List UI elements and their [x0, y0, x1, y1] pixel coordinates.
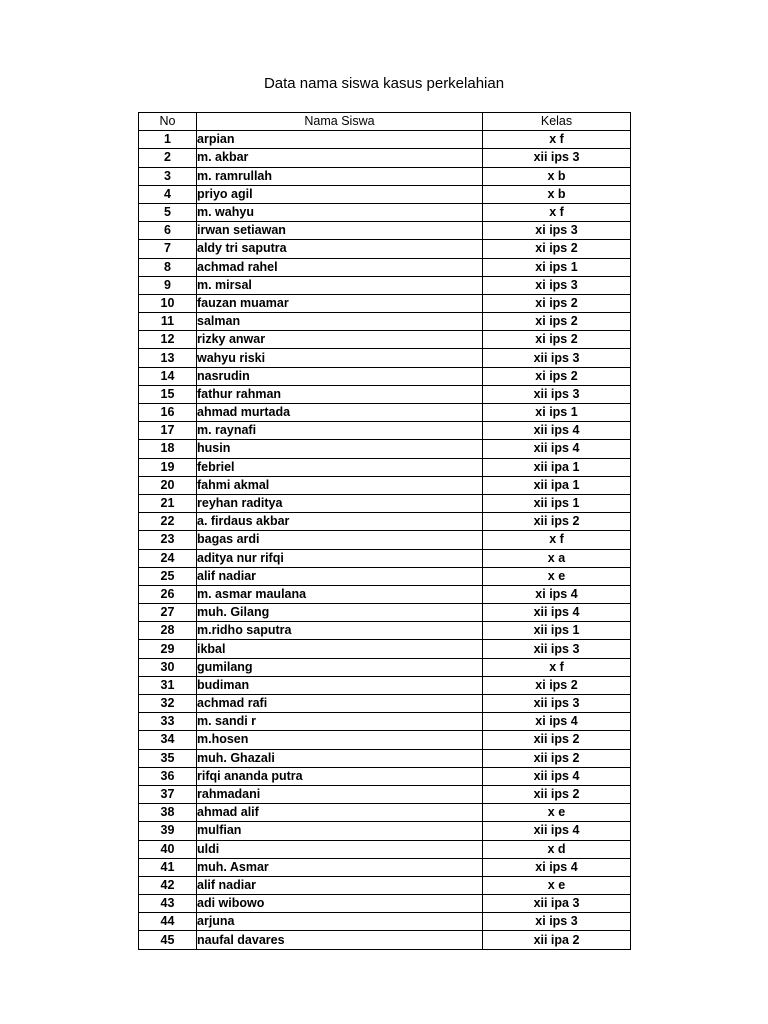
- class-cell: xi ips 3: [483, 222, 631, 240]
- row-number-cell: 7: [139, 240, 197, 258]
- row-number-cell: 12: [139, 331, 197, 349]
- class-cell: xi ips 2: [483, 294, 631, 312]
- class-cell: xii ipa 1: [483, 476, 631, 494]
- row-number-cell: 10: [139, 294, 197, 312]
- row-number-cell: 22: [139, 513, 197, 531]
- table-row: [139, 313, 631, 331]
- row-number-cell: 28: [139, 622, 197, 640]
- student-name-cell: husin: [197, 440, 483, 458]
- row-number-cell: 9: [139, 276, 197, 294]
- student-name-cell: febriel: [197, 458, 483, 476]
- row-number-cell: 44: [139, 913, 197, 931]
- class-cell: xii ips 2: [483, 513, 631, 531]
- student-name-cell: aditya nur rifqi: [197, 549, 483, 567]
- table-row: [139, 876, 631, 894]
- student-name-cell: salman: [197, 313, 483, 331]
- student-name-cell: wahyu riski: [197, 349, 483, 367]
- student-name-cell: nasrudin: [197, 367, 483, 385]
- row-number-cell: 36: [139, 767, 197, 785]
- student-name-cell: reyhan raditya: [197, 494, 483, 512]
- student-name-cell: alif nadiar: [197, 567, 483, 585]
- row-number-cell: 5: [139, 203, 197, 221]
- class-cell: xii ipa 2: [483, 931, 631, 949]
- row-number-cell: 35: [139, 749, 197, 767]
- table-row: [139, 367, 631, 385]
- table-row: [139, 858, 631, 876]
- class-cell: xi ips 4: [483, 585, 631, 603]
- table-row: [139, 658, 631, 676]
- class-cell: xi ips 3: [483, 913, 631, 931]
- row-number-cell: 17: [139, 422, 197, 440]
- student-name-cell: m. raynafi: [197, 422, 483, 440]
- table-row: [139, 931, 631, 949]
- class-cell: x f: [483, 658, 631, 676]
- student-name-cell: arpian: [197, 131, 483, 149]
- class-cell: xii ips 4: [483, 767, 631, 785]
- table-row: [139, 913, 631, 931]
- row-number-cell: 1: [139, 131, 197, 149]
- student-name-cell: m. mirsal: [197, 276, 483, 294]
- row-number-cell: 42: [139, 876, 197, 894]
- table-row: [139, 713, 631, 731]
- table-row: [139, 895, 631, 913]
- class-cell: xii ips 1: [483, 622, 631, 640]
- table-row: [139, 276, 631, 294]
- table-row: [139, 531, 631, 549]
- student-name-cell: m. sandi r: [197, 713, 483, 731]
- table-row: [139, 185, 631, 203]
- class-cell: xii ipa 1: [483, 458, 631, 476]
- row-number-cell: 25: [139, 567, 197, 585]
- row-number-cell: 43: [139, 895, 197, 913]
- table-header-row: [139, 113, 631, 131]
- table-row: [139, 785, 631, 803]
- row-number-cell: 33: [139, 713, 197, 731]
- class-cell: xi ips 2: [483, 313, 631, 331]
- row-number-cell: 18: [139, 440, 197, 458]
- table-row: [139, 494, 631, 512]
- table-row: [139, 385, 631, 403]
- table-row: [139, 731, 631, 749]
- row-number-cell: 14: [139, 367, 197, 385]
- row-number-cell: 34: [139, 731, 197, 749]
- table-row: [139, 604, 631, 622]
- row-number-cell: 11: [139, 313, 197, 331]
- student-name-cell: fathur rahman: [197, 385, 483, 403]
- student-name-cell: m. akbar: [197, 149, 483, 167]
- row-number-cell: 38: [139, 804, 197, 822]
- row-number-cell: 40: [139, 840, 197, 858]
- row-number-cell: 39: [139, 822, 197, 840]
- student-table: [138, 112, 631, 950]
- class-cell: xii ips 4: [483, 822, 631, 840]
- class-cell: xii ips 4: [483, 440, 631, 458]
- student-name-cell: mulfian: [197, 822, 483, 840]
- class-cell: xi ips 2: [483, 367, 631, 385]
- row-number-cell: 30: [139, 658, 197, 676]
- row-number-cell: 20: [139, 476, 197, 494]
- table-row: [139, 840, 631, 858]
- class-cell: xi ips 4: [483, 858, 631, 876]
- table-row: [139, 258, 631, 276]
- table-row: [139, 640, 631, 658]
- row-number-cell: 45: [139, 931, 197, 949]
- student-name-cell: bagas ardi: [197, 531, 483, 549]
- class-cell: xi ips 1: [483, 258, 631, 276]
- row-number-cell: 31: [139, 676, 197, 694]
- student-name-cell: muh. Ghazali: [197, 749, 483, 767]
- class-cell: x e: [483, 876, 631, 894]
- class-cell: xii ips 3: [483, 349, 631, 367]
- class-cell: x f: [483, 531, 631, 549]
- row-number-cell: 26: [139, 585, 197, 603]
- student-name-cell: ahmad alif: [197, 804, 483, 822]
- row-number-cell: 4: [139, 185, 197, 203]
- class-cell: x d: [483, 840, 631, 858]
- row-number-cell: 32: [139, 695, 197, 713]
- student-name-cell: alif nadiar: [197, 876, 483, 894]
- table-row: [139, 549, 631, 567]
- student-name-cell: adi wibowo: [197, 895, 483, 913]
- student-name-cell: a. firdaus akbar: [197, 513, 483, 531]
- row-number-cell: 8: [139, 258, 197, 276]
- class-cell: xi ips 2: [483, 676, 631, 694]
- class-cell: xi ips 2: [483, 240, 631, 258]
- student-name-cell: naufal davares: [197, 931, 483, 949]
- row-number-cell: 6: [139, 222, 197, 240]
- class-cell: xi ips 2: [483, 331, 631, 349]
- row-number-cell: 13: [139, 349, 197, 367]
- table-row: [139, 222, 631, 240]
- table-row: [139, 458, 631, 476]
- table-row: [139, 585, 631, 603]
- row-number-cell: 21: [139, 494, 197, 512]
- row-number-cell: 15: [139, 385, 197, 403]
- table-row: [139, 513, 631, 531]
- class-cell: xii ips 4: [483, 422, 631, 440]
- student-name-cell: rizky anwar: [197, 331, 483, 349]
- class-cell: x f: [483, 131, 631, 149]
- student-name-cell: budiman: [197, 676, 483, 694]
- table-row: [139, 294, 631, 312]
- class-cell: xii ips 2: [483, 731, 631, 749]
- table-row: [139, 331, 631, 349]
- table-row: [139, 149, 631, 167]
- class-cell: xii ips 3: [483, 149, 631, 167]
- class-cell: xi ips 4: [483, 713, 631, 731]
- row-number-cell: 19: [139, 458, 197, 476]
- student-name-cell: fauzan muamar: [197, 294, 483, 312]
- row-number-cell: 27: [139, 604, 197, 622]
- student-name-cell: uldi: [197, 840, 483, 858]
- class-cell: x e: [483, 804, 631, 822]
- class-cell: xii ips 1: [483, 494, 631, 512]
- student-name-cell: achmad rafi: [197, 695, 483, 713]
- table-row: [139, 167, 631, 185]
- class-cell: xi ips 1: [483, 404, 631, 422]
- table-row: [139, 440, 631, 458]
- student-name-cell: m. ramrullah: [197, 167, 483, 185]
- row-number-cell: 24: [139, 549, 197, 567]
- student-name-cell: m.ridho saputra: [197, 622, 483, 640]
- class-cell: xii ips 2: [483, 749, 631, 767]
- table-row: [139, 203, 631, 221]
- row-number-cell: 3: [139, 167, 197, 185]
- row-number-cell: 2: [139, 149, 197, 167]
- table-row: [139, 749, 631, 767]
- row-number-cell: 16: [139, 404, 197, 422]
- column-header-kelas: Kelas: [483, 113, 631, 131]
- row-number-cell: 23: [139, 531, 197, 549]
- class-cell: xii ipa 3: [483, 895, 631, 913]
- table-row: [139, 804, 631, 822]
- class-cell: x f: [483, 203, 631, 221]
- student-name-cell: muh. Asmar: [197, 858, 483, 876]
- class-cell: x b: [483, 167, 631, 185]
- column-header-name: Nama Siswa: [197, 113, 483, 131]
- table-row: [139, 622, 631, 640]
- student-name-cell: rahmadani: [197, 785, 483, 803]
- table-row: [139, 476, 631, 494]
- student-name-cell: ikbal: [197, 640, 483, 658]
- class-cell: xii ips 3: [483, 695, 631, 713]
- class-cell: xii ips 3: [483, 385, 631, 403]
- student-name-cell: achmad rahel: [197, 258, 483, 276]
- student-name-cell: m.hosen: [197, 731, 483, 749]
- student-name-cell: aldy tri saputra: [197, 240, 483, 258]
- table-row: [139, 567, 631, 585]
- table-row: [139, 422, 631, 440]
- student-name-cell: m. asmar maulana: [197, 585, 483, 603]
- student-name-cell: gumilang: [197, 658, 483, 676]
- class-cell: x a: [483, 549, 631, 567]
- row-number-cell: 29: [139, 640, 197, 658]
- student-name-cell: m. wahyu: [197, 203, 483, 221]
- class-cell: xii ips 3: [483, 640, 631, 658]
- row-number-cell: 37: [139, 785, 197, 803]
- table-row: [139, 822, 631, 840]
- class-cell: xi ips 3: [483, 276, 631, 294]
- document-title: Data nama siswa kasus perkelahian: [263, 75, 505, 92]
- table-row: [139, 240, 631, 258]
- class-cell: x e: [483, 567, 631, 585]
- table-body: [139, 131, 631, 949]
- table-row: [139, 404, 631, 422]
- column-header-no: No: [139, 113, 197, 131]
- student-name-cell: arjuna: [197, 913, 483, 931]
- table-row: [139, 676, 631, 694]
- student-name-cell: irwan setiawan: [197, 222, 483, 240]
- table-row: [139, 767, 631, 785]
- class-cell: xii ips 2: [483, 785, 631, 803]
- student-name-cell: priyo agil: [197, 185, 483, 203]
- class-cell: xii ips 4: [483, 604, 631, 622]
- table-row: [139, 349, 631, 367]
- student-name-cell: fahmi akmal: [197, 476, 483, 494]
- table-row: [139, 695, 631, 713]
- student-name-cell: rifqi ananda putra: [197, 767, 483, 785]
- table-row: [139, 131, 631, 149]
- student-name-cell: ahmad murtada: [197, 404, 483, 422]
- row-number-cell: 41: [139, 858, 197, 876]
- student-name-cell: muh. Gilang: [197, 604, 483, 622]
- class-cell: x b: [483, 185, 631, 203]
